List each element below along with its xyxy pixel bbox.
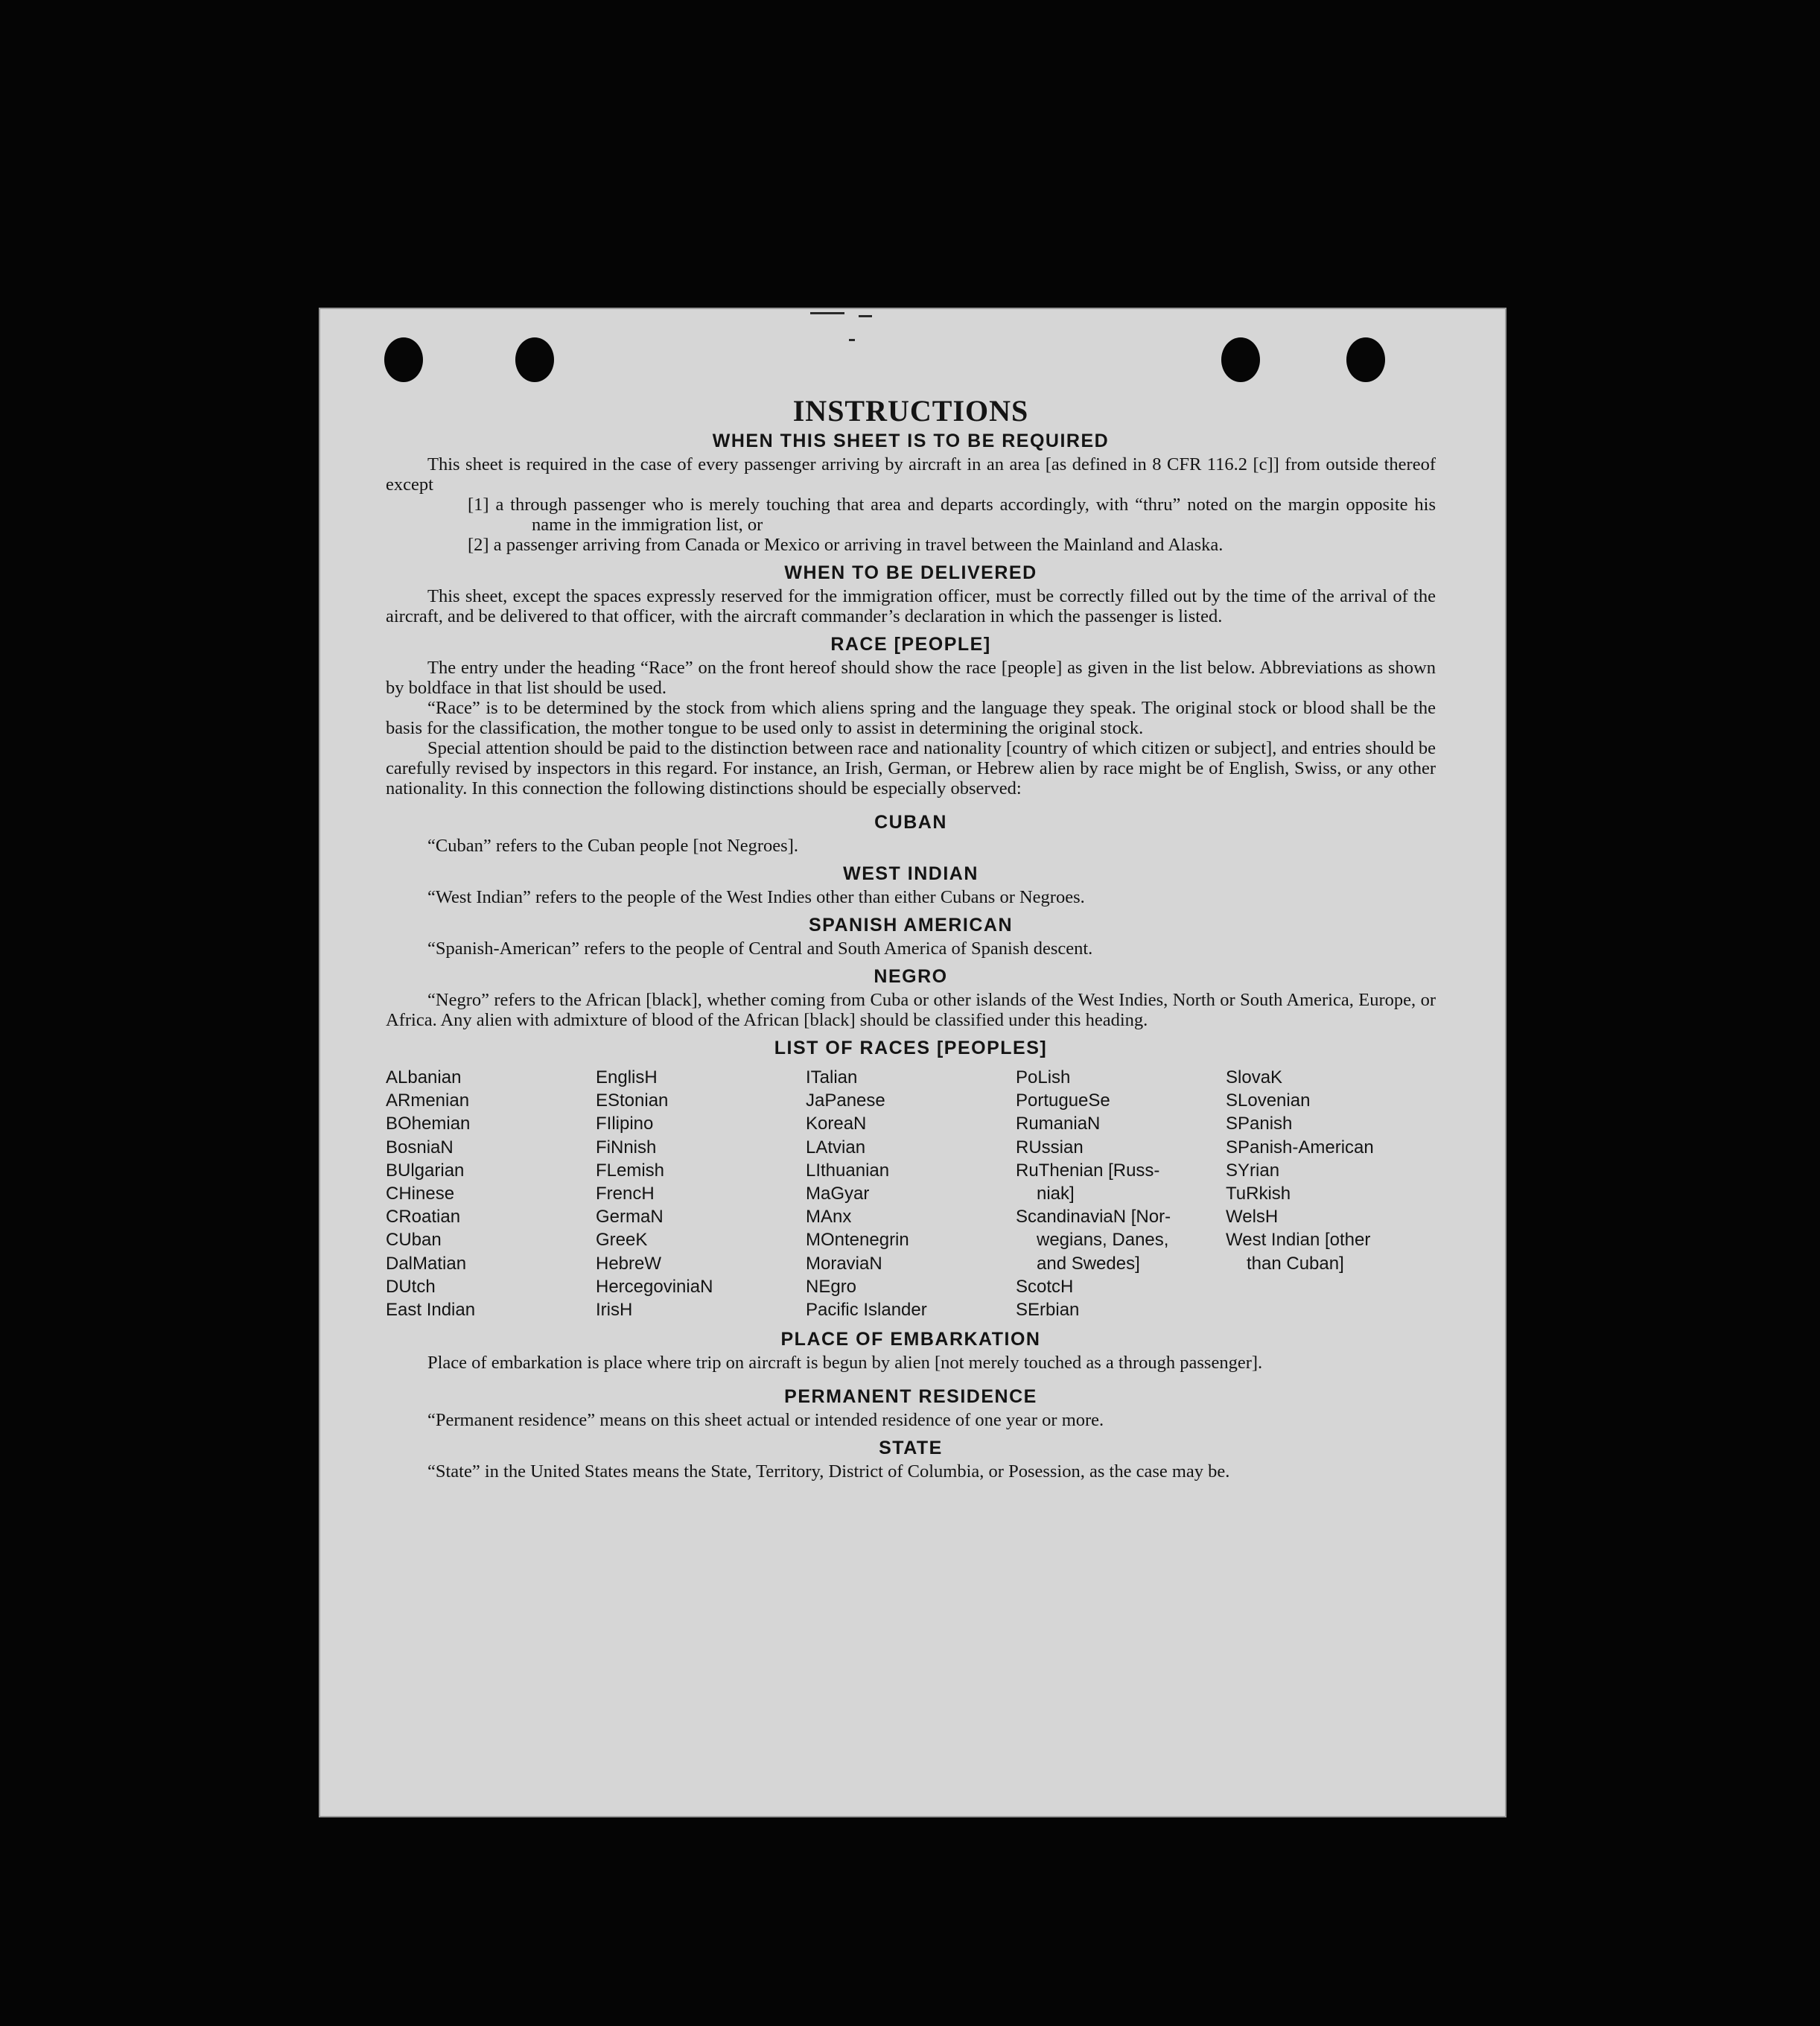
race-paragraph: Special attention should be paid to the distinction between race and nationality [country of which citizen or subject], and entries should be carefully revised by inspectors in this regard. For instance, an Irish, German, or Hebrew alien by race might be of English, Swiss, or any other nationality. In this connection the following distinctions should be especially observed: (386, 738, 1436, 798)
race-entry: EStonian (596, 1090, 669, 1111)
race-entry: KoreaN (806, 1114, 867, 1134)
race-entry: SYrian (1226, 1160, 1280, 1181)
section-heading-state: STATE (879, 1438, 943, 1459)
race-entry: LIthuanian (806, 1160, 890, 1181)
when-required-intro: This sheet is required in the case of every passenger arriving by aircraft in an area [as defined in 8 CFR 116.2 [c]] from outside thereof except (386, 454, 1436, 495)
race-entry: DalMatian (386, 1253, 467, 1274)
races-column (596, 1066, 806, 1321)
races-column (1016, 1066, 1226, 1321)
section-heading-when-required: WHEN THIS SHEET IS TO BE REQUIRED (712, 431, 1110, 451)
section-heading-negro: NEGRO (874, 966, 948, 987)
race-entry: GermaN (596, 1207, 664, 1228)
race-entry: FLemish (596, 1160, 665, 1181)
race-entry: SErbian (1016, 1300, 1080, 1321)
race-entry: Pacific Islander (806, 1300, 927, 1321)
race-entry: MaGyar (806, 1184, 870, 1204)
section-heading-cuban: CUBAN (874, 812, 947, 833)
page-title: INSTRUCTIONS (792, 394, 1029, 428)
state-text: “State” in the United States means the State, Territory, District of Columbia, or Posession, as the case may be. (427, 1461, 1230, 1482)
punch-hole (515, 337, 554, 382)
west-indian-text: “West Indian” refers to the people of the West Indies other than either Cubans or Negroes. (427, 887, 1085, 907)
race-entry: BOhemian (386, 1114, 471, 1134)
race-entry: PoLish (1016, 1067, 1071, 1087)
document-page (319, 308, 1506, 1817)
exception-item: [2] a passenger arriving from Canada or Mexico or arriving in travel between the Mainland and Alaska. (468, 535, 1224, 555)
races-column (806, 1066, 1016, 1321)
section-heading-race: RACE [PEOPLE] (830, 634, 991, 655)
race-entry: LAtvian (806, 1137, 866, 1158)
race-entry: SLovenian (1226, 1090, 1311, 1111)
punch-hole (384, 337, 423, 382)
paper-mark (810, 312, 844, 314)
races-column (386, 1066, 596, 1321)
race-entry: SlovaK (1226, 1067, 1283, 1087)
race-entry: BosniaN (386, 1137, 454, 1158)
race-entry: ScotcH (1016, 1276, 1074, 1297)
race-entry: ARmenian (386, 1090, 470, 1111)
paper-mark (849, 339, 855, 341)
race-entry: West Indian [other (1226, 1230, 1371, 1251)
section-heading-residence: PERMANENT RESIDENCE (784, 1386, 1037, 1408)
race-entry: FIlipino (596, 1114, 654, 1134)
race-entry: wegians, Danes, (1037, 1230, 1169, 1251)
race-entry: CRoatian (386, 1207, 461, 1228)
instructions-content (386, 395, 1436, 1482)
race-entry: RuThenian [Russ- (1016, 1160, 1160, 1181)
race-entry: BUlgarian (386, 1160, 465, 1181)
race-entry: WelsH (1226, 1207, 1279, 1228)
race-entry: IrisH (596, 1300, 633, 1321)
race-entry: CUban (386, 1230, 442, 1251)
residence-text: “Permanent residence” means on this sheet actual or intended residence of one year or more. (427, 1410, 1104, 1431)
race-entry: JaPanese (806, 1090, 885, 1111)
section-heading-spanish-american: SPANISH AMERICAN (808, 915, 1013, 936)
exception-item: [1] a through passenger who is merely touching that area and departs accordingly, with “thru” noted on the margin opposite his name in the immigration list, or (468, 495, 1436, 535)
section-heading-embarkation: PLACE OF EMBARKATION (780, 1329, 1041, 1350)
section-heading-when-delivered: WHEN TO BE DELIVERED (784, 562, 1037, 583)
section-heading-list-of-races: LIST OF RACES [PEOPLES] (774, 1038, 1048, 1058)
negro-text: “Negro” refers to the African [black], whether coming from Cuba or other islands of the West Indies, North or South America, Europe, or Africa. Any alien with admixture of blood of the African [black] should be classified under this heading. (386, 990, 1436, 1030)
race-entry: MOntenegrin (806, 1230, 909, 1251)
races-list (386, 1066, 1436, 1321)
embarkation-text: Place of embarkation is place where trip on aircraft is begun by alien [not merely touched as a through passenger]. (427, 1353, 1263, 1374)
race-entry: EnglisH (596, 1067, 658, 1087)
races-column (1226, 1066, 1436, 1321)
race-entry: GreeK (596, 1230, 648, 1251)
punch-hole (1346, 337, 1385, 382)
race-entry: niak] (1037, 1184, 1075, 1204)
race-entry: PortugueSe (1016, 1090, 1110, 1111)
race-entry: ALbanian (386, 1067, 462, 1087)
race-entry: HebreW (596, 1253, 662, 1274)
race-entry: and Swedes] (1037, 1253, 1140, 1274)
section-heading-west-indian: WEST INDIAN (843, 863, 979, 884)
spanish-american-text: “Spanish-American” refers to the people of Central and South America of Spanish descent. (427, 939, 1093, 959)
race-entry: HercegoviniaN (596, 1276, 713, 1297)
race-entry: ITalian (806, 1067, 858, 1087)
race-entry: ScandinaviaN [Nor- (1016, 1207, 1171, 1228)
race-entry: CHinese (386, 1184, 455, 1204)
race-entry: than Cuban] (1247, 1253, 1344, 1274)
race-entry: FrencH (596, 1184, 655, 1204)
race-entry: FiNnish (596, 1137, 657, 1158)
race-entry: SPanish-American (1226, 1137, 1374, 1158)
race-entry: NEgro (806, 1276, 857, 1297)
race-paragraph: The entry under the heading “Race” on the front hereof should show the race [people] as given in the list below. Abbreviations as shown by boldface in that list should be used. (386, 658, 1436, 698)
race-entry: DUtch (386, 1276, 436, 1297)
race-entry: RUssian (1016, 1137, 1084, 1158)
cuban-text: “Cuban” refers to the Cuban people [not Negroes]. (427, 836, 798, 856)
race-paragraph: “Race” is to be determined by the stock from which aliens spring and the language they speak. The original stock or blood shall be the basis for the classification, the mother tongue to be used only to assist in determining the original stock. (386, 698, 1436, 738)
paper-mark (859, 315, 872, 317)
punch-hole (1221, 337, 1260, 382)
race-entry: East Indian (386, 1300, 476, 1321)
race-entry: TuRkish (1226, 1184, 1291, 1204)
race-entry: RumaniaN (1016, 1114, 1101, 1134)
when-delivered-text: This sheet, except the spaces expressly reserved for the immigration officer, must be correctly filled out by the time of the arrival of the aircraft, and be delivered to that officer, with the aircraft commander’s declaration in which the passenger is listed. (386, 586, 1436, 626)
race-entry: SPanish (1226, 1114, 1293, 1134)
race-entry: MAnx (806, 1207, 852, 1228)
race-entry: MoraviaN (806, 1253, 882, 1274)
